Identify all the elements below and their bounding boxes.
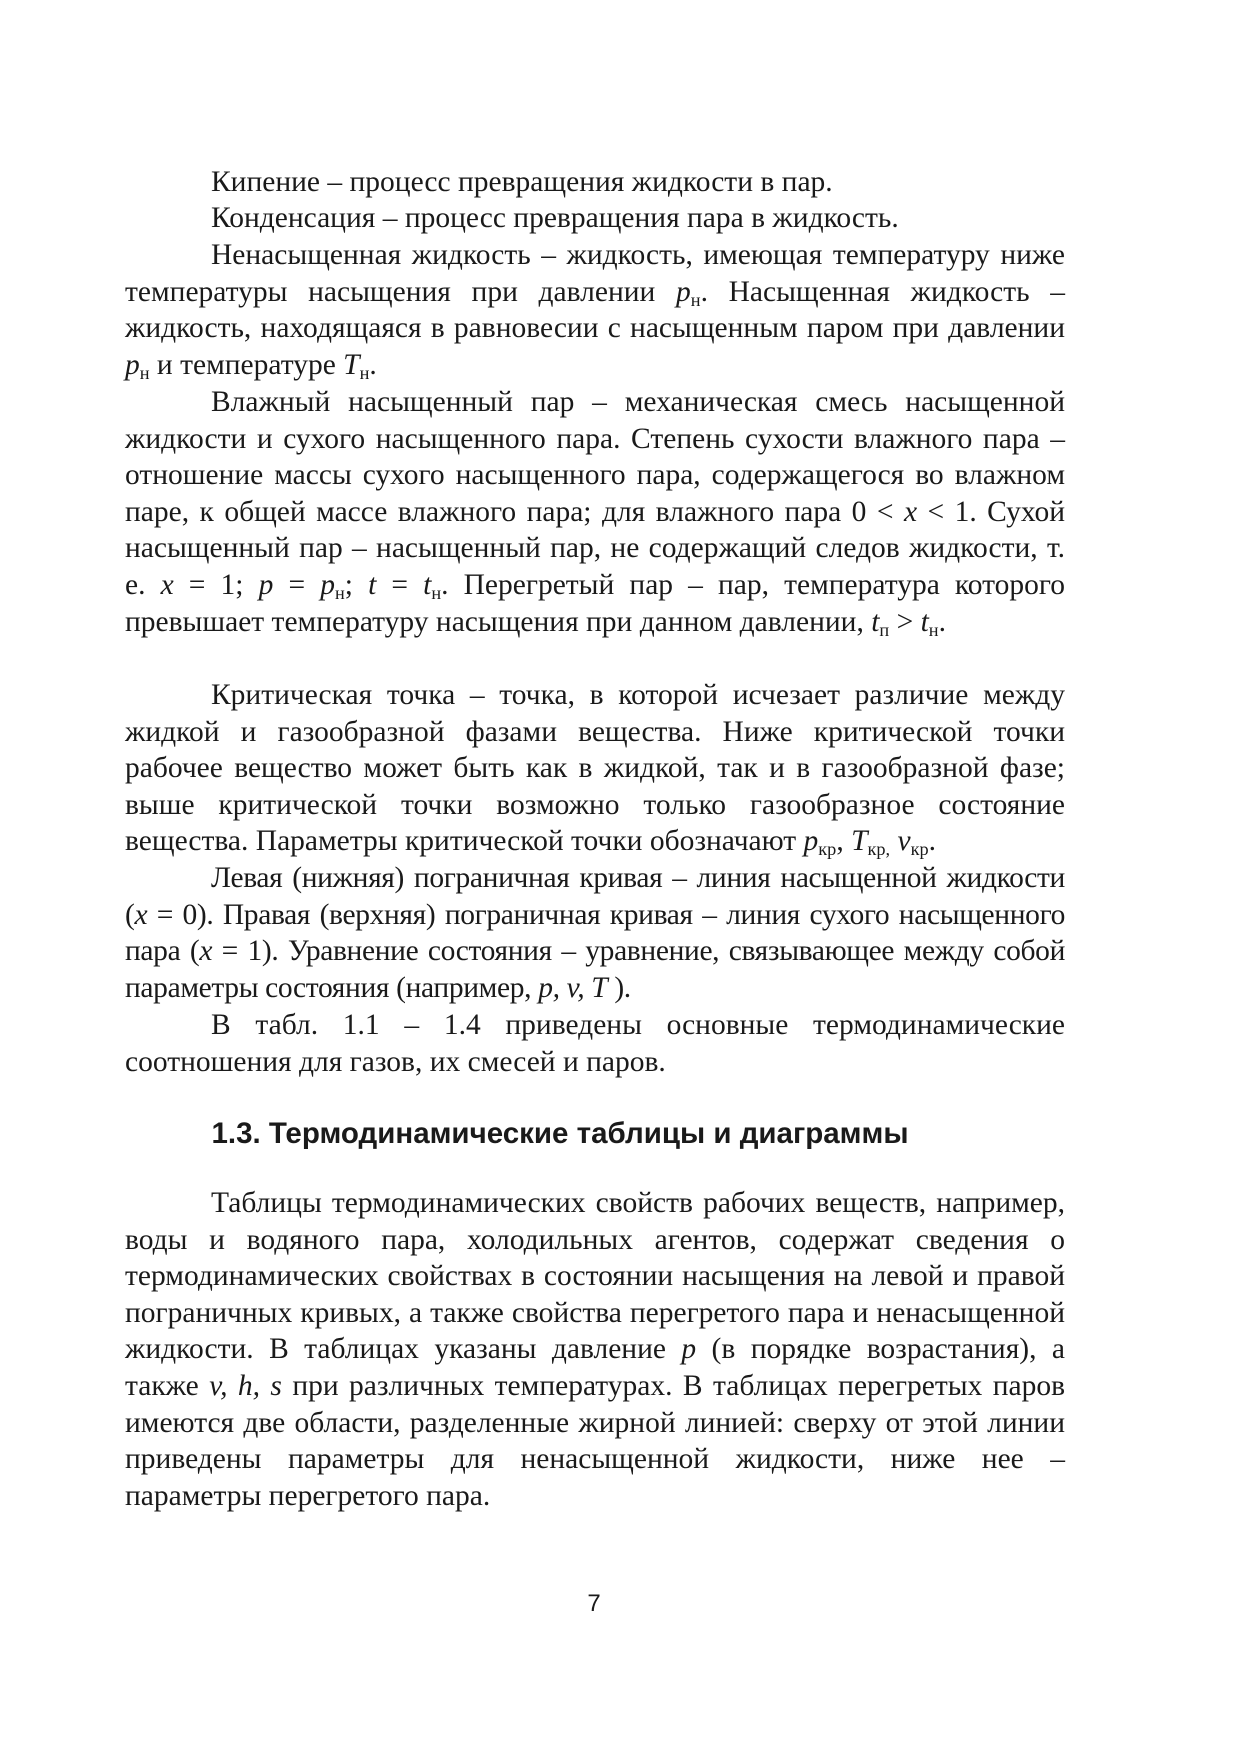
subscript-n: н <box>928 619 939 640</box>
text-run: . Насыщенная жидкость – жидкость, находящаяся в равновесии с насыщенным паром при давлении <box>125 275 1065 345</box>
paragraph-condensation-definition: Конденсация – процесс превращения пара в жидкость. <box>211 202 899 234</box>
page-number: 7 <box>587 1590 601 1617</box>
paragraph-critical-point <box>125 677 1065 860</box>
text-run: при различных температурах. В таблицах перегретых паров имеются две области, разделенные жирной линией: сверху от этой линии приведены параметры для ненасыщенной жидкости, ниже нее – параметры перегретого пара. <box>125 1369 1066 1512</box>
subscript-kr: кр, <box>867 839 891 860</box>
paragraph-wet-saturated-steam <box>125 384 1065 640</box>
text-run: и температуре <box>149 348 344 381</box>
text-run: (в порядке возрастания), а также <box>125 1333 1065 1402</box>
subscript-n: н <box>431 583 442 604</box>
text-run: ; <box>344 568 369 601</box>
text-run: = 1; <box>173 568 259 601</box>
text-run: Левая (нижняя) пограничная кривая – линия насыщенной жидкости ( <box>125 862 1065 931</box>
symbol-p: p <box>681 1333 697 1366</box>
text-run: Таблицы термодинамических свойств рабочих веществ, например, воды и водяного пара, холодильных агентов, содержат сведения о термодинамических свойствах в состоянии насыщения на левой и правой пограничных кривых, а также свойства перегретого пара и ненасыщенной жидкости. В таблицах указаны давление <box>125 1187 1065 1366</box>
symbol-v: v <box>897 825 911 858</box>
state-parameters: p, v, T <box>538 971 608 1004</box>
symbol-x: x <box>134 898 148 931</box>
symbol-x: x <box>199 935 213 968</box>
symbol-T: T <box>851 825 868 858</box>
text-run: = <box>273 568 321 601</box>
property-symbols: v, h, s <box>209 1369 282 1402</box>
text-run: Влажный насыщенный пар – механическая смесь насыщенной жидкости и сухого насыщенного пара. Степень сухости влажного пара – отношение массы сухого насыщенного пара, содержащегося во влажном паре, к общей массе влажного пара; для влажного пара 0 < <box>125 386 1065 528</box>
text-run: , <box>836 825 852 858</box>
subscript-kr: кр <box>910 839 929 860</box>
paragraph-tables-reference: В табл. 1.1 – 1.4 приведены основные термодинамические соотношения для газов, их смесей и паров. <box>125 1009 1065 1078</box>
text-run: = 1). Уравнение состояния – уравнение, связывающее между собой параметры состояния (например, <box>125 935 1066 1004</box>
text-run: = <box>376 568 424 601</box>
text-run: ). <box>607 971 631 1004</box>
subscript-n: н <box>334 583 345 604</box>
symbol-t: t <box>871 605 880 638</box>
subscript-n: н <box>139 362 150 383</box>
symbol-t: t <box>423 568 432 601</box>
text-run: . <box>928 825 936 858</box>
subscript-kr: кр <box>818 839 837 860</box>
subscript-p: п <box>879 619 890 640</box>
text-run: = 0). Правая (верхняя) пограничная кривая – линия сухого насыщенного пара ( <box>125 898 1065 968</box>
paragraph-thermodynamic-tables <box>125 1185 1065 1514</box>
section-heading: 1.3. Термодинамические таблицы и диаграммы <box>211 1117 909 1150</box>
symbol-T: T <box>343 348 360 381</box>
symbol-x: x <box>160 568 174 601</box>
paragraph-boiling-definition: Кипение – процесс превращения жидкости в пар. <box>211 166 833 198</box>
symbol-p: p <box>125 348 140 381</box>
text-run: . <box>369 348 377 381</box>
symbol-p: p <box>320 568 335 601</box>
symbol-t: t <box>368 568 377 601</box>
symbol-t: t <box>920 605 929 638</box>
paragraph-boundary-curves <box>125 860 1065 1006</box>
text-run: Ненасыщенная жидкость – жидкость, имеющая температуру ниже температуры насыщения при давлении <box>125 239 1065 308</box>
paragraph-unsaturated-liquid <box>125 237 1065 383</box>
symbol-p: p <box>803 825 819 858</box>
text-run: . <box>938 605 946 638</box>
symbol-p: p <box>258 568 274 601</box>
subscript-n: н <box>690 289 701 310</box>
text-run: > <box>889 605 921 638</box>
symbol-x: x <box>903 495 918 528</box>
subscript-n: н <box>359 362 370 383</box>
symbol-p: p <box>676 275 691 308</box>
text-run: Критическая точка – точка, в которой исчезает различие между жидкой и газообразной фазами вещества. Ниже критической точки рабочее вещество может быть как в жидкой, так и в газообразной фазе; выше критической точки возможно только газообразное состояние вещества. Параметры критической точки обозначают <box>125 679 1065 858</box>
text-run: . Перегретый пар – пар, температура которого превышает температуру насыщения при данном давлении, <box>125 568 1065 638</box>
text-run: < 1. Сухой насыщенный пар – насыщенный пар, не содержащий следов жидкости, т. е. <box>125 495 1065 601</box>
